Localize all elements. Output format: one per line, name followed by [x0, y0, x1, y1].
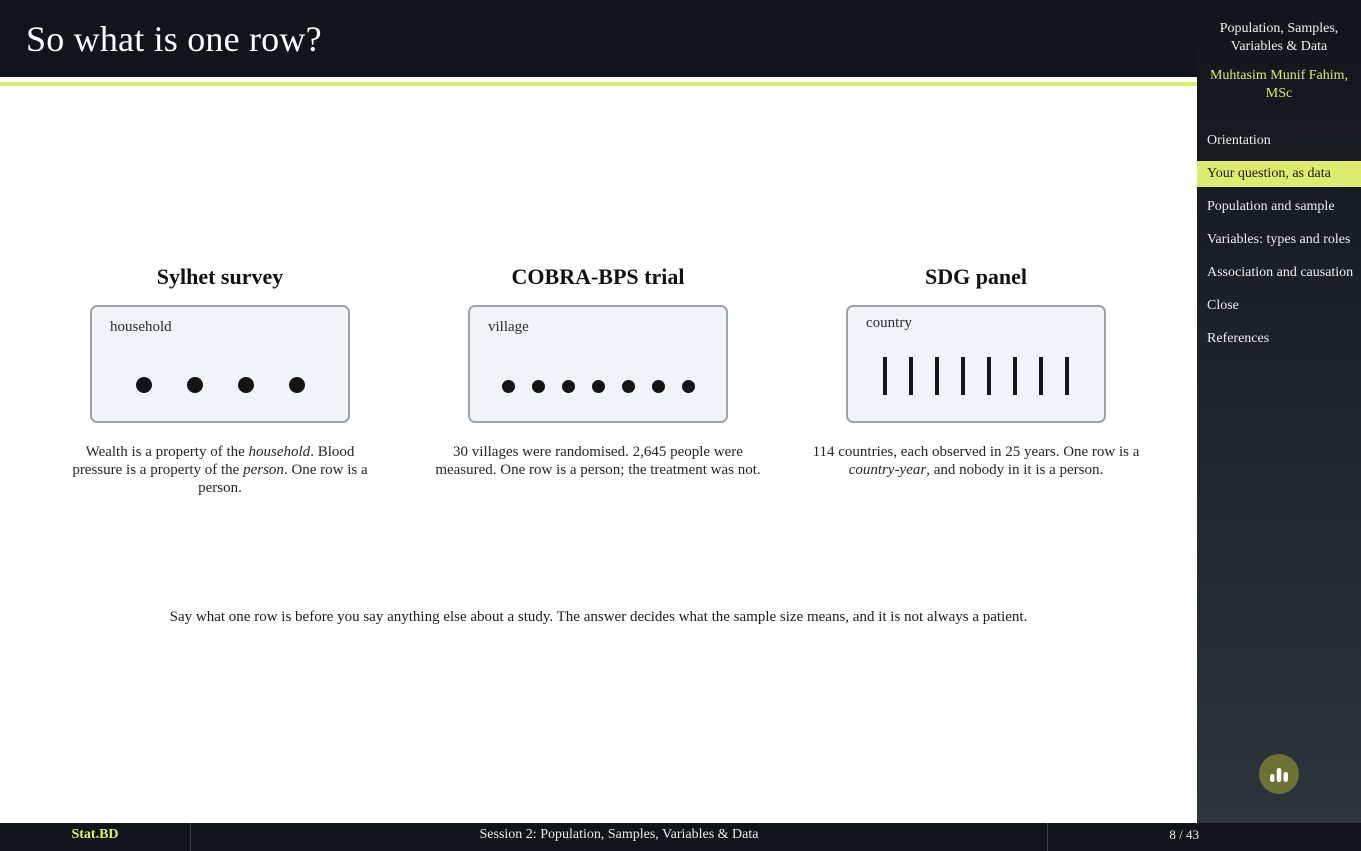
slide-header [0, 0, 1197, 77]
author-name: Muhtasim Munif Fahim, MSc [1209, 68, 1349, 101]
unit-dot [622, 380, 635, 393]
sidebar-nav [1197, 128, 1361, 352]
sidebar [1197, 0, 1361, 851]
panel-caption [59, 443, 381, 497]
unit-bar [935, 357, 939, 395]
unit-dot [289, 377, 305, 393]
unit-dot [652, 380, 665, 393]
caption-emphasis: household [248, 444, 311, 460]
panel-caption [806, 443, 1146, 479]
caption-text: . One row is a person. [198, 462, 368, 496]
sidebar-item-references[interactable]: References [1207, 331, 1270, 346]
marks-row [92, 377, 348, 393]
unit-box [846, 305, 1106, 423]
caption-text: . Blood pressure is a property of the [72, 444, 355, 478]
box-label: country [866, 315, 912, 331]
marks-row [470, 380, 726, 393]
panel-title: Sylhet survey [156, 264, 284, 289]
caption-text: 114 countries, each observed in 25 years. One row is a [812, 444, 1140, 460]
unit-dot [682, 380, 695, 393]
unit-bar [1065, 357, 1069, 395]
unit-dot [532, 380, 545, 393]
takeaway-text: Say what one row is before you say anything else about a study. The answer decides what the sample size means, and it is not always a patient. [169, 609, 1028, 625]
unit-bar [961, 357, 965, 395]
footer-brand: Stat.BD [0, 823, 191, 851]
unit-dot [238, 377, 254, 393]
box-label: household [110, 319, 172, 335]
unit-bar [1039, 357, 1043, 395]
caption-text: , and nobody in it is a person. [926, 462, 1104, 478]
unit-dot [562, 380, 575, 393]
unit-bar [1013, 357, 1017, 395]
unit-dot [502, 380, 515, 393]
bar-chart-icon [1269, 766, 1289, 782]
box-label: village [488, 319, 529, 335]
panel-sdg-panel [806, 264, 1146, 479]
accent-divider [0, 82, 1197, 86]
sidebar-item-close[interactable]: Close [1207, 298, 1239, 313]
slide-title: So what is one row? [26, 19, 322, 59]
panel-title: SDG panel [924, 264, 1028, 289]
panel-title: COBRA-BPS trial [511, 264, 685, 289]
unit-bar [909, 357, 913, 395]
sidebar-item-population-and-sample[interactable]: Population and sample [1207, 199, 1335, 214]
unit-dot [592, 380, 605, 393]
menu-button[interactable] [1259, 754, 1299, 794]
unit-dot [187, 377, 203, 393]
unit-bar [883, 357, 887, 395]
footer-bar [0, 823, 1361, 851]
sidebar-item-association-and-causation[interactable]: Association and causation [1207, 265, 1354, 280]
unit-dot [136, 377, 152, 393]
sidebar-item-variables-types-and-roles[interactable]: Variables: types and roles [1207, 232, 1351, 247]
panel-sylhet-survey [50, 264, 390, 497]
caption-emphasis: person [243, 462, 284, 478]
marks-row [848, 357, 1104, 395]
footer-session-title: Session 2: Population, Samples, Variables & Data [191, 823, 1048, 851]
unit-bar [987, 357, 991, 395]
unit-box [90, 305, 350, 423]
caption-text: 30 villages were randomised. 2,645 people were measured. One row is a person; the treatment was not. [435, 444, 761, 478]
deck-title: Population, Samples, Variables & Data [1219, 21, 1339, 54]
caption-text: Wealth is a property of the [85, 444, 249, 460]
sidebar-item-your-question-as-data[interactable]: Your question, as data [1197, 161, 1361, 187]
panel-caption [428, 443, 768, 479]
slide-counter: 8 / 43 [1169, 827, 1199, 842]
caption-emphasis: country-year [848, 462, 927, 478]
sidebar-item-orientation[interactable]: Orientation [1207, 133, 1271, 148]
panel-cobra-bps-trial [428, 264, 768, 479]
unit-box [468, 305, 728, 423]
